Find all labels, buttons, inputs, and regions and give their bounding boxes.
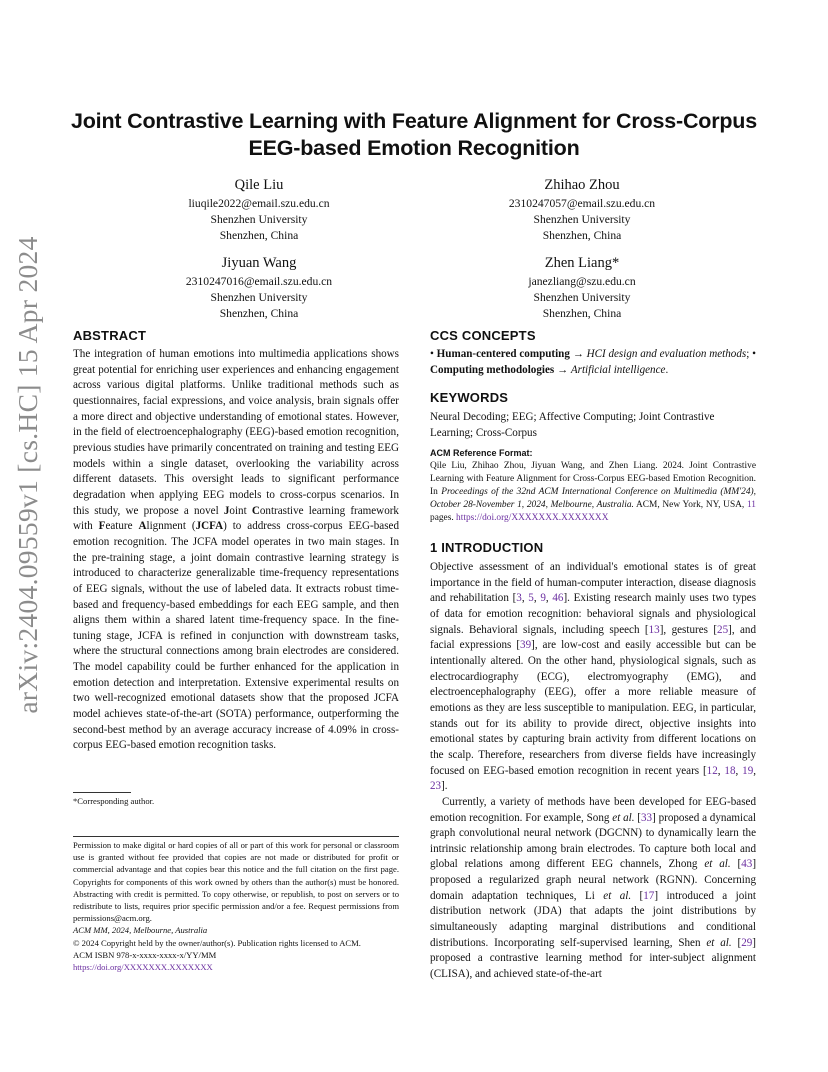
permission-doi-link[interactable]: https://doi.org/XXXXXXX.XXXXXXX: [73, 962, 213, 973]
et-al: et al.: [706, 936, 732, 949]
intro-part: ] introduced a joint distribution network (JDA) that adapts the joint distributions by simultaneously adapting marginal distributions and conditional distributions. Incorporating self-supervised learning, Shen: [430, 889, 757, 949]
paper-title: Joint Contrastive Learning with Feature Alignment for Cross-Corpus EEG-based Emotion Recognition: [70, 109, 757, 160]
author-location: Shenzhen, China: [542, 229, 622, 242]
arxiv-side-stamp: arXiv:2404.09559v1 [cs.HC] 15 Apr 2024: [12, 236, 43, 714]
citation-link[interactable]: 46: [552, 592, 564, 605]
author-email: janezliang@szu.edu.cn: [528, 275, 636, 288]
intro-heading: 1 INTRODUCTION: [430, 540, 544, 555]
citation-link[interactable]: 25: [717, 623, 729, 636]
citation-link[interactable]: 33: [641, 811, 653, 824]
abstract-bold: C: [251, 504, 260, 517]
abstract-part: ontrastive learning framework with: [73, 504, 399, 533]
citation-link[interactable]: 3: [516, 592, 522, 605]
intro-part: ], gestures [: [659, 623, 718, 636]
arrow-icon: →: [556, 363, 569, 376]
intro-part: ] proposed a dynamical graph convolutional neural network (DGCNN) to dynamically learn the intrinsic relationship among brain electrodes. To capture both local and global relations among different EEG channels, Zhong: [430, 811, 757, 871]
intro-text: Objective assessment of an individual's emotional states is of great importance in the field of human-computer interaction, disease diagnosis and rehabilitation [3, 5, 9, 46]. Existing research mainly uses two types of data for emotion recognition: behavioral signals and physiological signals. Behavioral signals, including speech [13], gestures [25], and facial expressions [39], are low-cost and easily accessible but can be intentionally altered. On the other hand, physiological signals, such as electrocardiography (ECG), electromyography (EMG), and electroencephalography (EEG), offer a more reliable measure of emotions as they are less susceptible to manipulation. EEG, in particular, stands out for its ability to provide direct, objective insights into emotional states by capturing brain activity from different locations on the scalp. Therefore, researchers from diverse fields have increasingly focused on EEG-based emotion recognition in recent years [12, 18, 19, 23]. Currently, a variety of methods have been developed for EEG-based emotion recognition. For example, Song et al. [33] proposed a dynamical graph convolutional neural network (DGCNN) to dynamically learn the intrinsic relationship among brain electrodes. To capture both local and global relations among different EEG channels, Zhong et al. [43] proposed a regularized graph neural network (RGNN). Concerning domain adaptation techniques, Li et al. [17] introduced a joint distribution network (JDA) that adapts the joint distributions by simultaneously adapting marginal distributions and conditional distributions. Incorporating self-supervised learning, Shen et al. [29] proposed a contrastive learning method for inter-subject alignment (CLISA), and achieved state-of-the-art: [430, 561, 757, 981]
author-affiliation: Shenzhen University: [210, 291, 308, 304]
author-block-4: [462, 253, 702, 322]
ccs-concept-sub: HCI design and evaluation methods: [586, 348, 747, 360]
author-block-2: [462, 175, 702, 244]
author-affiliation: Shenzhen University: [533, 213, 631, 226]
intro-part: ]. Existing research mainly uses two types of data for emotion recognition: behavioral signals and physiological signals. Behavioral signals, including speech [: [430, 592, 757, 636]
permission-isbn: ACM ISBN 978-x-xxxx-xxxx-x/YY/MM: [73, 949, 217, 960]
author-affiliation: Shenzhen University: [210, 213, 308, 226]
citation-link[interactable]: 17: [643, 889, 655, 902]
ccs-separator: ;: [746, 348, 750, 360]
abstract-part: ) to address cross-corpus EEG-based emotion recognition. The JCFA model operates in two main stages. In the pre-training stage, a joint domain contrastive learning strategy is introduced to characterize generalizable time-frequency representations of EEG signals, without the use of labeled data. It extracts robust time-based and frequency-based embeddings for each EEG sample, and then aligns them within a shared latent time-frequency space. In the fine-tuning stage, JCFA is refined in conjunction with downstream tasks, where the structural connections among brain electrodes are considered. The model capability could be further enhanced for the application in emotion detection and interpretation. Extensive experimental results on two well-recognized emotional datasets show that the proposed JCFA model achieves state-of-the-art (SOTA) performance, outperforming the second-best method by an average accuracy increase of 4.09% in cross-corpus EEG-based emotion recognition tasks.: [73, 520, 399, 752]
author-name: Qile Liu: [234, 177, 284, 193]
abstract-part: lignment (: [146, 520, 196, 533]
keywords-text: Neural Decoding; EEG; Affective Computing; Joint Contrastive Learning; Cross-Corpus: [430, 411, 715, 439]
arrow-icon: →: [572, 348, 584, 360]
citation-link[interactable]: 18: [724, 764, 736, 777]
acm-ref-venue: Proceedings of the 32nd ACM International Conference on Multimedia (MM'24), October 28-November 1, 2024, Melbourne, Australia.: [430, 487, 756, 511]
ccs-text: • Human-centered computing → HCI design and evaluation methods; • Computing methodologies → Artificial intelligence.: [430, 348, 756, 376]
acm-ref-doi-link[interactable]: https://doi.org/XXXXXXX.XXXXXXX: [456, 513, 609, 524]
abstract-bold: A: [138, 520, 147, 533]
citation-link[interactable]: 13: [648, 623, 660, 636]
author-email: 2310247057@email.szu.edu.cn: [508, 197, 656, 210]
footnote: *Corresponding author.: [73, 796, 155, 806]
acm-ref-text: [430, 460, 756, 525]
abstract-bold: F: [98, 520, 106, 533]
citation-link[interactable]: 12: [706, 764, 718, 777]
intro-part: ] proposed a contrastive learning method for inter-subject alignment (CLISA), and achieved state-of-the-art: [430, 936, 756, 981]
ccs-concept-sub: Artificial intelligence: [570, 363, 666, 376]
citation-link[interactable]: 5: [528, 592, 534, 605]
ccs-concept: Human-centered computing: [436, 348, 570, 360]
abstract-part: eature: [105, 520, 139, 533]
author-block-1: [139, 175, 379, 244]
ccs-heading: CCS CONCEPTS: [430, 328, 536, 343]
abstract-heading: ABSTRACT: [73, 328, 147, 343]
footnote-rule: [73, 792, 131, 793]
intro-part: ].: [441, 780, 448, 793]
acm-ref-pages-link[interactable]: 11: [746, 500, 756, 511]
citation-link[interactable]: 43: [741, 858, 753, 871]
author-location: Shenzhen, China: [542, 307, 622, 320]
keywords-heading: KEYWORDS: [430, 390, 509, 405]
intro-part: Currently, a variety of methods have been developed for EEG-based emotion recognition. For example, Song: [430, 795, 756, 824]
ccs-concept: Computing methodologies: [430, 363, 555, 376]
permission-venue: ACM MM, 2024, Melbourne, Australia: [73, 925, 208, 936]
abstract-part: The integration of human emotions into multimedia applications shows great potential for enriching user experiences and enhancing engagement across various digital platforms. Unlike traditional methods such as questionnaires, facial expressions, and voice analysis, brain signals offer a more direct and objective understanding of emotional states. However, in the field of electroencephalography (EEG)-based emotion recognition, previous studies have primarily concentrated on training and testing EEG models within a single dataset, overlooking the variability across different datasets. This oversight leads to significant performance degradation when applying EEG models to cross-corpus scenarios. In this study, we propose a novel: [73, 348, 399, 517]
citation-link[interactable]: 29: [741, 936, 753, 949]
permission-copyright: © 2024 Copyright held by the owner/author(s). Publication rights licensed to ACM.: [73, 937, 361, 948]
acm-ref-heading: ACM Reference Format:: [430, 448, 533, 458]
citation-link[interactable]: 19: [742, 764, 754, 777]
author-name: Zhen Liang*: [544, 255, 620, 271]
citation-link[interactable]: 23: [430, 780, 442, 793]
author-name: Zhihao Zhou: [544, 177, 620, 193]
intro-part: ], are low-cost and easily accessible but can be intentionally altered. On the other hand, physiological signals, such as electrocardiography (ECG), electromyography (EMG), and electroencephalography (EEG), offer a more reliable measure of emotions as they are less susceptible to manipulation. EEG, in particular, stands out for its ability to provide direct, objective insights into emotional states by capturing brain activity from different locations on the scalp. Therefore, researchers from diverse fields have increasingly focused on EEG-based emotion recognition in recent years [: [430, 639, 756, 777]
intro-part: ], and facial expressions [: [430, 623, 757, 652]
et-al: et al.: [704, 858, 731, 871]
intro-part: ] proposed a regularized graph neural network (RGNN). Concerning domain adaptation techniques, Li: [430, 858, 757, 902]
acm-ref-part: Qile Liu, Zhihao Zhou, Jiyuan Wang, and Zhen Liang. 2024. Joint Contrastive Learning with Feature Alignment for Cross-Corpus EEG-based Emotion Recognition. In: [430, 461, 756, 498]
abstract-bold: JCFA: [195, 520, 224, 533]
citation-link[interactable]: 39: [520, 639, 532, 652]
et-al: et al.: [612, 811, 635, 824]
author-affiliation: Shenzhen University: [533, 291, 631, 304]
permission-block: [73, 839, 399, 973]
author-block-3: [139, 253, 379, 322]
ccs-end: .: [665, 363, 669, 376]
abstract-bold: J: [223, 504, 230, 517]
author-email: liuqile2022@email.szu.edu.cn: [188, 197, 330, 210]
author-name: Jiyuan Wang: [221, 255, 297, 271]
author-location: Shenzhen, China: [219, 307, 299, 320]
permission-rule: [73, 836, 399, 837]
abstract-text: [73, 347, 399, 754]
intro-part: Objective assessment of an individual's emotional states is of great importance in the field of human-computer interaction, disease diagnosis and rehabilitation [: [430, 561, 756, 605]
abstract-part: oint: [229, 504, 252, 517]
et-al: et al.: [603, 889, 632, 902]
author-email: 2310247016@email.szu.edu.cn: [185, 275, 333, 288]
acm-ref-part: ACM, New York, NY, USA,: [633, 500, 747, 511]
acm-ref-part: pages.: [430, 513, 457, 524]
permission-text: Permission to make digital or hard copies of all or part of this work for personal or classroom use is granted without fee provided that copies are not made or distributed for profit or commercial advantage and that copies bear this notice and the full citation on the first page. Copyrights for components of this work owned by others than the author(s) must be honored. Abstracting with credit is permitted. To copy otherwise, or republish, to post on servers or to redistribute to lists, requires prior specific permission and/or a fee. Request permissions from permissions@acm.org.: [73, 840, 399, 924]
author-location: Shenzhen, China: [219, 229, 299, 242]
citation-link[interactable]: 9: [540, 592, 546, 605]
